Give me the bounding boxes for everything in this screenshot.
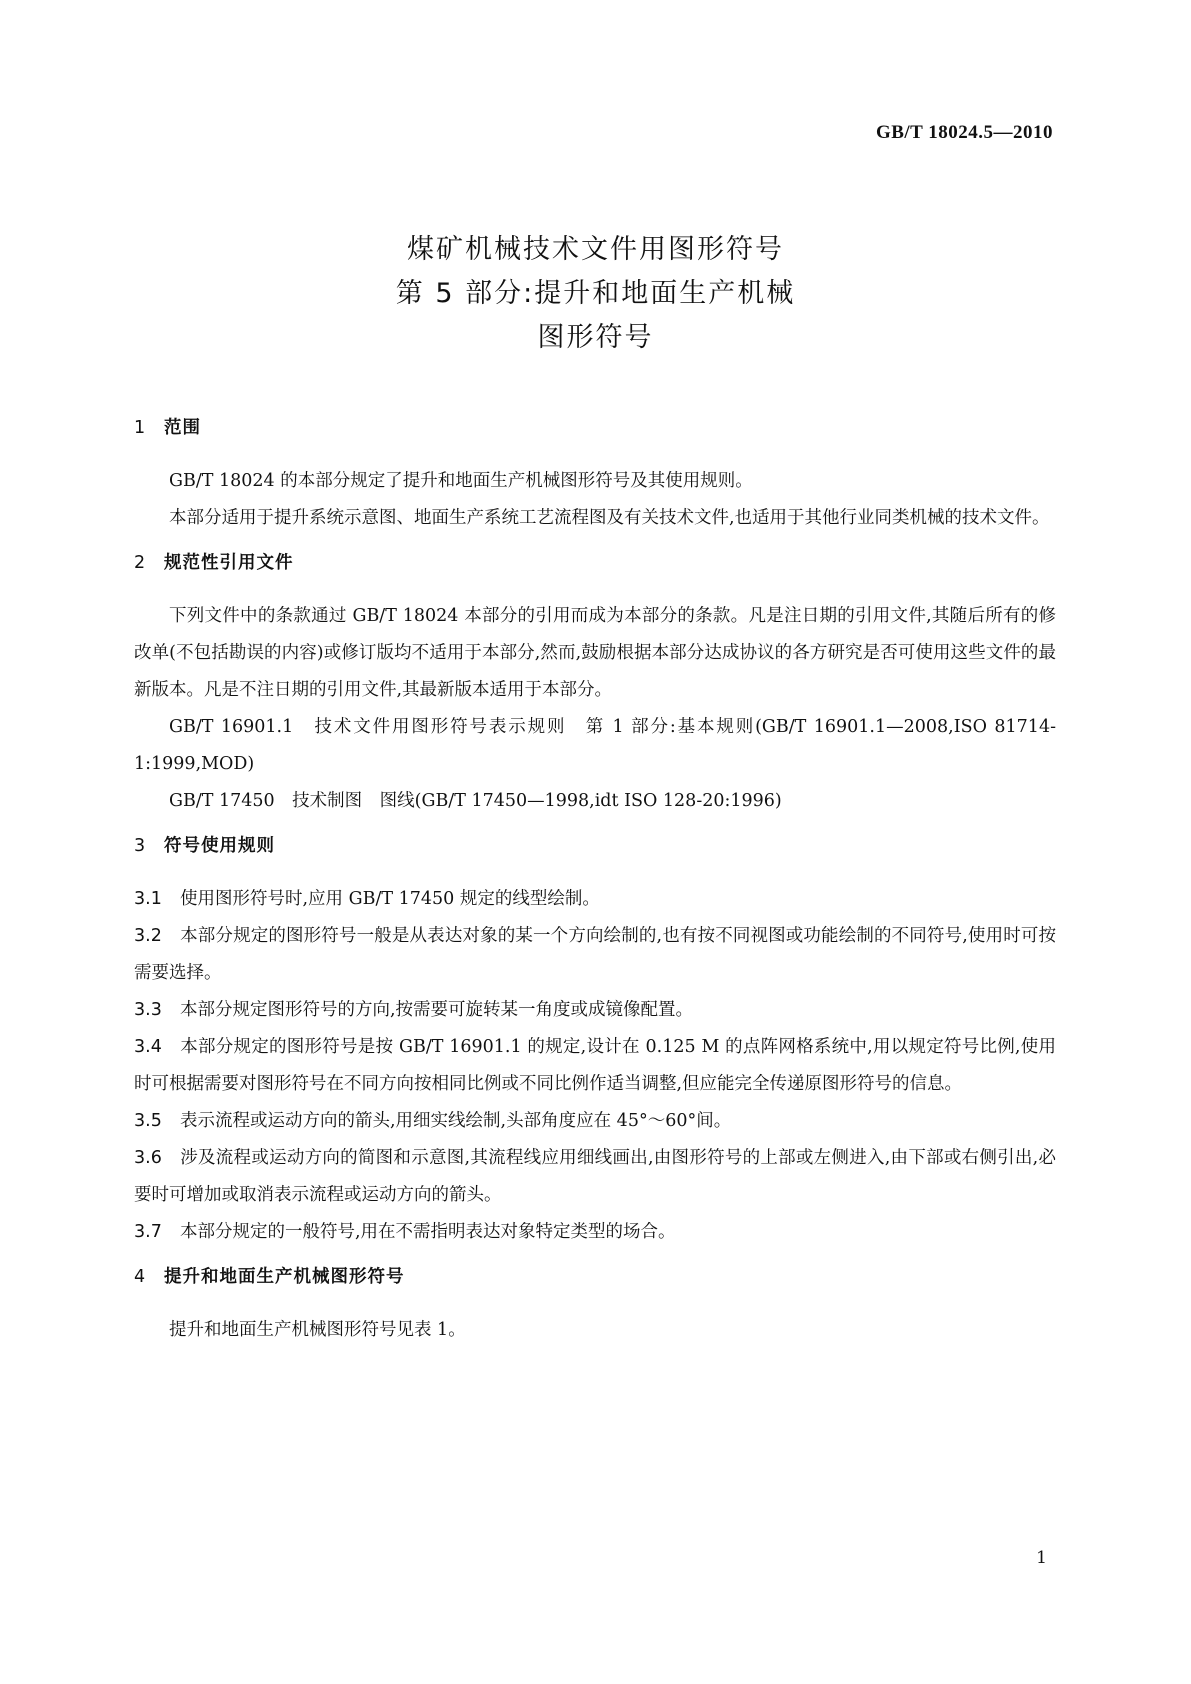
- normative-reference-2: GB/T 17450 技术制图 图线(GB/T 17450—1998,idt ISO 128-20:1996): [169, 791, 782, 811]
- section-4-paragraph-1: 提升和地面生产机械图形符号见表 1。: [169, 1320, 466, 1340]
- section-title: 符号使用规则: [164, 836, 275, 856]
- clause-number: 3.1: [134, 889, 162, 909]
- section-number: 3: [134, 836, 147, 856]
- clause-number: 3.4: [134, 1037, 162, 1057]
- section-number: 4: [134, 1267, 147, 1287]
- document-body: [134, 410, 1056, 1349]
- section-number: 1: [134, 418, 147, 438]
- clause-number: 3.6: [134, 1148, 162, 1168]
- clause-3-3: [134, 992, 1056, 1029]
- section-title: 范围: [164, 418, 201, 438]
- clause-text: 使用图形符号时,应用 GB/T 17450 规定的线型绘制。: [180, 889, 600, 909]
- section-1-paragraph-1: GB/T 18024 的本部分规定了提升和地面生产机械图形符号及其使用规则。: [169, 471, 753, 491]
- section-2-heading: [134, 545, 1056, 582]
- clause-text: 本部分规定的一般符号,用在不需指明表达对象特定类型的场合。: [180, 1222, 676, 1242]
- section-title: 规范性引用文件: [164, 553, 294, 573]
- document-title: [0, 228, 1191, 360]
- clause-text: 涉及流程或运动方向的简图和示意图,其流程线应用细线画出,由图形符号的上部或左侧进入,由下部或右侧引出,必要时可增加或取消表示流程或运动方向的箭头。: [134, 1148, 1056, 1205]
- clause-3-6: [134, 1140, 1056, 1214]
- section-1-paragraph-2: 本部分适用于提升系统示意图、地面生产系统工艺流程图及有关技术文件,也适用于其他行业同类机械的技术文件。: [169, 508, 1050, 528]
- clause-3-1: [134, 881, 1056, 918]
- title-line-1: 煤矿机械技术文件用图形符号: [407, 234, 784, 265]
- section-1-heading: [134, 410, 1056, 447]
- clause-text: 本部分规定图形符号的方向,按需要可旋转某一角度或成镜像配置。: [180, 1000, 694, 1020]
- title-line-3: 图形符号: [537, 322, 654, 353]
- section-number: 2: [134, 553, 147, 573]
- clause-number: 3.5: [134, 1111, 162, 1131]
- clause-text: 表示流程或运动方向的箭头,用细实线绘制,头部角度应在 45°～60°间。: [180, 1111, 732, 1131]
- section-4-heading: [134, 1259, 1056, 1296]
- clause-number: 3.7: [134, 1222, 162, 1242]
- normative-reference-1: GB/T 16901.1 技术文件用图形符号表示规则 第 1 部分:基本规则(GB/T 16901.1—2008,ISO 81714-1:1999,MOD): [134, 717, 1056, 774]
- clause-3-2: [134, 918, 1056, 992]
- title-line-2: 第 5 部分:提升和地面生产机械: [395, 278, 796, 309]
- page-number: 1: [1036, 1548, 1047, 1568]
- clause-text: 本部分规定的图形符号是按 GB/T 16901.1 的规定,设计在 0.125 M 的点阵网格系统中,用以规定符号比例,使用时可根据需要对图形符号在不同方向按相同比例或不同比例作适当调整,但应能完全传递原图形符号的信息。: [134, 1037, 1056, 1094]
- section-title: 提升和地面生产机械图形符号: [164, 1267, 405, 1287]
- clause-number: 3.3: [134, 1000, 162, 1020]
- clause-3-5: [134, 1103, 1056, 1140]
- clause-3-7: [134, 1214, 1056, 1251]
- standard-number: GB/T 18024.5—2010: [875, 122, 1053, 143]
- section-3-heading: [134, 828, 1056, 865]
- clause-text: 本部分规定的图形符号一般是从表达对象的某一个方向绘制的,也有按不同视图或功能绘制的不同符号,使用时可按需要选择。: [134, 926, 1056, 983]
- section-2-paragraph-1: 下列文件中的条款通过 GB/T 18024 本部分的引用而成为本部分的条款。凡是注日期的引用文件,其随后所有的修改单(不包括勘误的内容)或修订版均不适用于本部分,然而,鼓励根据本部分达成协议的各方研究是否可使用这些文件的最新版本。凡是不注日期的引用文件,其最新版本适用于本部分。: [134, 606, 1056, 700]
- clause-3-4: [134, 1029, 1056, 1103]
- clause-number: 3.2: [134, 926, 162, 946]
